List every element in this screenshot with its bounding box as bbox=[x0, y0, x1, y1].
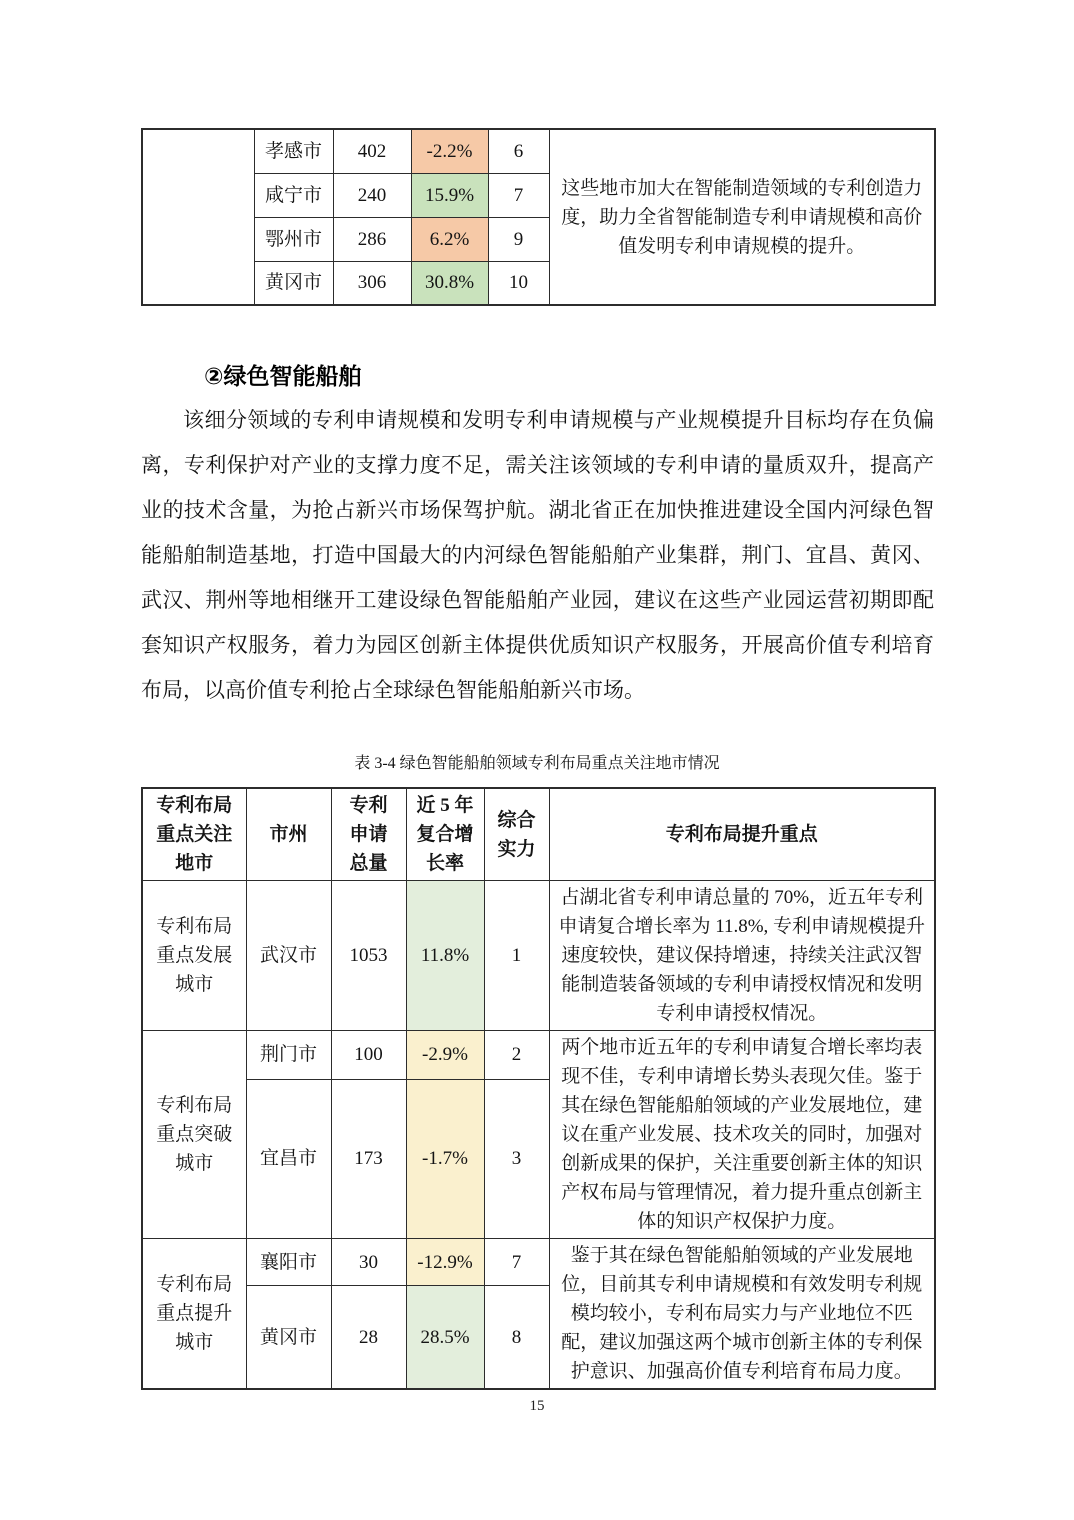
growth-cell: -2.2% bbox=[411, 129, 488, 173]
growth-cell: -1.7% bbox=[406, 1079, 484, 1238]
rank-cell: 3 bbox=[484, 1079, 549, 1238]
page-number: 15 bbox=[529, 1398, 545, 1414]
city-cell: 咸宁市 bbox=[254, 173, 333, 217]
merged-label-cell-empty bbox=[142, 129, 254, 305]
growth-cell: 6.2% bbox=[411, 217, 488, 261]
summary-cell: 这些地市加大在智能制造领域的专利创造力度，助力全省智能制造专利申请规模和高价值发明专利申请规模的提升。 bbox=[549, 129, 935, 305]
table-header-row bbox=[142, 788, 935, 881]
header-key-points: 专利布局提升重点 bbox=[549, 788, 935, 881]
city-cell: 襄阳市 bbox=[246, 1239, 331, 1286]
group-label-cell: 专利布局 重点提升 城市 bbox=[142, 1239, 246, 1390]
city-cell: 黄冈市 bbox=[246, 1286, 331, 1389]
group-note-cell: 两个地市近五年的专利申请复合增长率均表现不佳，专利申请增长势头表现欠佳。鉴于其在绿色智能船舶领域的产业发展地位，建议在重产业发展、技术攻关的同时，加强对创新成果的保护，关注重要创新主体的知识产权布局与管理情况，着力提升重点创新主体的知识产权保护力度。 bbox=[549, 1031, 935, 1239]
city-cell: 宜昌市 bbox=[246, 1079, 331, 1238]
total-cell: 1053 bbox=[331, 881, 406, 1031]
body-paragraph: 该细分领域的专利申请规模和发明专利申请规模与产业规模提升目标均存在负偏离，专利保护对产业的支撑力度不足，需关注该领域的专利申请的量质双升，提高产业的技术含量，为抢占新兴市场保驾护航。湖北省正在加快推进建设全国内河绿色智能船舶制造基地，打造中国最大的内河绿色智能船舶产业集群，荆门、宜昌、黄冈、武汉、荆州等地相继开工建设绿色智能船舶产业园，建议在这些产业园运营初期即配套知识产权服务，着力为园区创新主体提供优质知识产权服务，开展高价值专利培育布局，以高价值专利抢占全球绿色智能船舶新兴市场。 bbox=[141, 408, 934, 702]
total-cell: 30 bbox=[331, 1239, 406, 1286]
city-cell: 鄂州市 bbox=[254, 217, 333, 261]
table-row bbox=[142, 1031, 935, 1080]
growth-cell: 11.8% bbox=[406, 881, 484, 1031]
total-cell: 402 bbox=[333, 129, 411, 173]
total-cell: 240 bbox=[333, 173, 411, 217]
rank-cell: 2 bbox=[484, 1031, 549, 1080]
table-caption: 表 3-4 绿色智能船舶领域专利布局重点关注地市情况 bbox=[354, 755, 720, 772]
header-focus-cities: 专利布局 重点关注 地市 bbox=[142, 788, 246, 881]
header-total-applications: 专利 申请 总量 bbox=[331, 788, 406, 881]
growth-cell: 30.8% bbox=[411, 261, 488, 305]
table-row bbox=[142, 1239, 935, 1286]
rank-cell: 6 bbox=[488, 129, 549, 173]
section-heading: ②绿色智能船舶 bbox=[204, 363, 362, 389]
rank-cell: 9 bbox=[488, 217, 549, 261]
total-cell: 173 bbox=[331, 1079, 406, 1238]
smart-manufacturing-table-continued bbox=[141, 128, 936, 306]
table-row bbox=[142, 881, 935, 1031]
growth-cell: -12.9% bbox=[406, 1239, 484, 1286]
green-ship-table bbox=[141, 787, 936, 1390]
total-cell: 286 bbox=[333, 217, 411, 261]
rank-cell: 10 bbox=[488, 261, 549, 305]
total-cell: 28 bbox=[331, 1286, 406, 1389]
rank-cell: 8 bbox=[484, 1286, 549, 1389]
growth-cell: 15.9% bbox=[411, 173, 488, 217]
table-row bbox=[142, 129, 935, 173]
header-strength: 综合 实力 bbox=[484, 788, 549, 881]
group-note-cell: 鉴于其在绿色智能船舶领域的产业发展地位，目前其专利申请规模和有效发明专利规模均较小，专利布局实力与产业地位不匹配，建议加强这两个城市创新主体的专利保护意识、加强高价值专利培育布局力度。 bbox=[549, 1239, 935, 1390]
city-cell: 武汉市 bbox=[246, 881, 331, 1031]
city-cell: 黄冈市 bbox=[254, 261, 333, 305]
city-cell: 孝感市 bbox=[254, 129, 333, 173]
rank-cell: 7 bbox=[484, 1239, 549, 1286]
rank-cell: 1 bbox=[484, 881, 549, 1031]
total-cell: 100 bbox=[331, 1031, 406, 1080]
growth-cell: -2.9% bbox=[406, 1031, 484, 1080]
city-cell: 荆门市 bbox=[246, 1031, 331, 1080]
group-label-cell: 专利布局 重点发展 城市 bbox=[142, 881, 246, 1031]
growth-cell: 28.5% bbox=[406, 1286, 484, 1389]
header-city: 市州 bbox=[246, 788, 331, 881]
rank-cell: 7 bbox=[488, 173, 549, 217]
group-note-cell: 占湖北省专利申请总量的 70%，近五年专利申请复合增长率为 11.8%, 专利申请规模提升速度较快，建议保持增速，持续关注武汉智能制造装备领域的专利申请授权情况和发明专利申请授权情况。 bbox=[549, 881, 935, 1031]
total-cell: 306 bbox=[333, 261, 411, 305]
header-growth-rate: 近 5 年 复合增 长率 bbox=[406, 788, 484, 881]
group-label-cell: 专利布局 重点突破 城市 bbox=[142, 1031, 246, 1239]
